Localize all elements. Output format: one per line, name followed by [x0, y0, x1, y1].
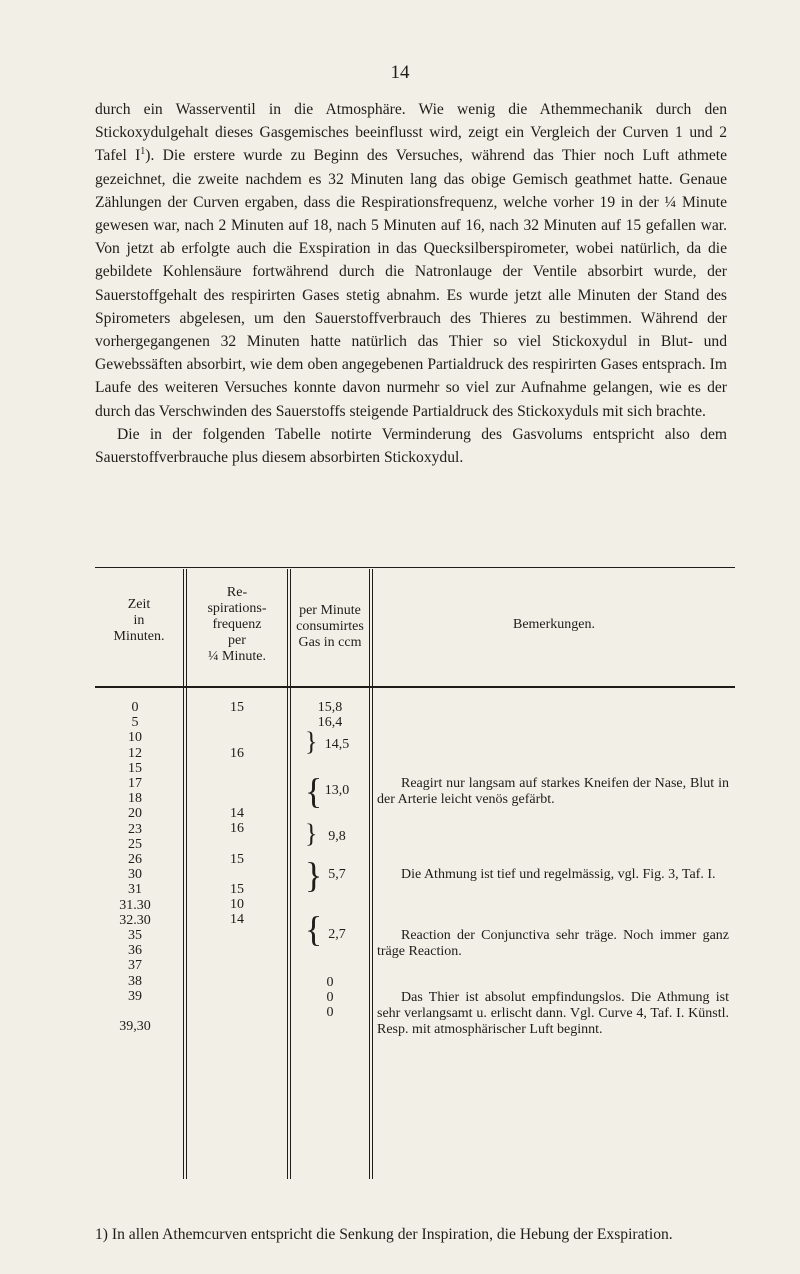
time-value: 39,30 — [119, 1019, 151, 1035]
time-value: 15 — [128, 760, 142, 776]
time-value: 0 — [131, 700, 139, 715]
time-value: 30 — [128, 867, 142, 883]
gas-value: 15,8 — [317, 700, 343, 715]
remark-1: Reagirt nur langsam auf starkes Kneifen der Nase, Blut in der Arterie leicht venös gefärbt. — [377, 776, 729, 807]
time-value: 10 — [128, 730, 142, 746]
frequency-value: 14 — [230, 912, 244, 927]
time-column — [95, 700, 175, 1034]
gas-value: 0 — [326, 990, 334, 1005]
time-value: 36 — [128, 943, 142, 959]
column-divider — [287, 569, 291, 1179]
frequency-value: 15 — [230, 852, 244, 867]
frequency-value: 10 — [230, 897, 244, 912]
paragraph-1: durch ein Wasserventil in die Atmosphäre. Wie wenig die Athemmechanik durch den Stickoxydulgehalt dieses Gasgemisches beeinflusst wird, zeigt ein Vergleich der Curven 1 und 2 Tafel $I^1$). Die erstere wurde zu Beginn des Versuches, während das Thier noch Luft athmete gezeichnet, die zweite nachdem es 32 Minuten lang das obige Gemisch geathmet hatte. Genaue Zählungen der Curven ergaben, dass die Respirationsfrequenz, welche vorher 19 in der ¼ Minute gewesen war, nach 2 Minuten auf 18, nach 5 Minuten auf 16, nach 32 Minuten auf 15 gefallen war. Von jetzt ab erfolgte auch die Exspiration in das Quecksilberspirometer, wobei natürlich, da die gebildete Kohlensäure fortwährend durch die Natronlauge der Ventile absorbirt wurde, der Sauerstoffgehalt des respirirten Gases stetig abnahm. Es wurde jetzt alle Minuten der Stand des Spirometers abgelesen, um den Sauerstoffverbrauch des Thieres zu bestimmen. Während der vorhergegangenen 32 Minuten hatte natürlich das Thier so viel Stickoxydul in Blut- und Gewebssäften absorbirt, wie dem oben angegebenen Partialdruck des respirirten Gases entsprach. Im Laufe des weiteren Versuches konnte davon nurmehr so viel zur Aufnahme gelangen, wie es der durch das Verschwinden des Sauerstoffs steigende Partialdruck des Stickoxyduls mit sich brachte. — [95, 101, 727, 420]
frequency-value: 14 — [230, 806, 244, 821]
time-value: 38 — [128, 973, 142, 989]
time-value: 20 — [128, 806, 142, 822]
table-top-rule — [95, 567, 735, 568]
footnote: 1) In allen Athemcurven entspricht die Senkung der Inspiration, die Hebung der Exspiration. — [95, 1226, 673, 1243]
time-value: 31.30 — [119, 897, 151, 913]
page-number: 14 — [390, 62, 410, 83]
time-value: 5 — [131, 715, 139, 731]
body-text — [95, 98, 727, 469]
header-frequency: Re- spirations- frequenz per ¼ Minute. — [207, 585, 267, 664]
brace-icon: } — [305, 727, 318, 756]
time-value — [95, 1004, 175, 1019]
time-value: 26 — [128, 852, 142, 868]
gas-value: 2,7 — [328, 927, 346, 942]
header-time: Zeit in Minuten. — [113, 597, 165, 644]
time-value: 39 — [128, 988, 142, 1004]
brace-icon: } — [305, 819, 318, 848]
gas-value: 0 — [326, 1005, 334, 1020]
column-divider — [369, 569, 373, 1179]
gas-value: 16,4 — [317, 715, 343, 730]
time-value: 37 — [128, 958, 142, 974]
table-header-rule — [95, 686, 735, 688]
time-value: 18 — [128, 791, 142, 807]
header-gas: per Minute consumirtes Gas in ccm — [296, 603, 364, 650]
remark-2: Die Athmung ist tief und regelmässig, vgl. Fig. 3, Taf. I. — [401, 867, 716, 882]
data-table — [95, 567, 735, 1217]
time-value: 35 — [128, 928, 142, 944]
frequency-value: 15 — [230, 700, 244, 715]
time-value: 25 — [128, 836, 142, 852]
footnote-marker: 1 — [140, 146, 146, 158]
frequency-value: 16 — [230, 821, 244, 836]
time-value: 31 — [128, 882, 142, 898]
time-value: 23 — [128, 821, 142, 837]
header-remarks: Bemerkungen. — [512, 617, 596, 632]
gas-value: 13,0 — [324, 783, 350, 798]
brace-icon: } — [305, 855, 323, 895]
time-value: 17 — [128, 776, 142, 792]
paragraph-2: Die in der folgenden Tabelle notirte Verminderung des Gasvolums entspricht also dem Sauerstoffverbrauche plus diesem absorbirten Stickoxydul. — [95, 425, 727, 467]
brace-icon: { — [305, 771, 323, 811]
frequency-value: 16 — [230, 746, 244, 761]
remark-4: Das Thier ist absolut empfindungslos. Die Athmung ist sehr verlangsamt u. erlischt dann. Vgl. Curve 4, Taf. I. Künstl. Resp. mit atmosphärischer Luft beginnt. — [377, 990, 729, 1037]
remark-3: Reaction der Conjunctiva sehr träge. Noch immer ganz träge Reaction. — [377, 928, 729, 959]
gas-value: 5,7 — [328, 867, 346, 882]
frequency-value: 15 — [230, 882, 244, 897]
gas-value: 9,8 — [328, 829, 346, 844]
gas-value: 0 — [326, 975, 334, 990]
time-value: 32.30 — [119, 912, 151, 928]
brace-icon: { — [305, 909, 323, 949]
time-value: 12 — [128, 745, 142, 761]
gas-value: 14,5 — [324, 737, 350, 752]
